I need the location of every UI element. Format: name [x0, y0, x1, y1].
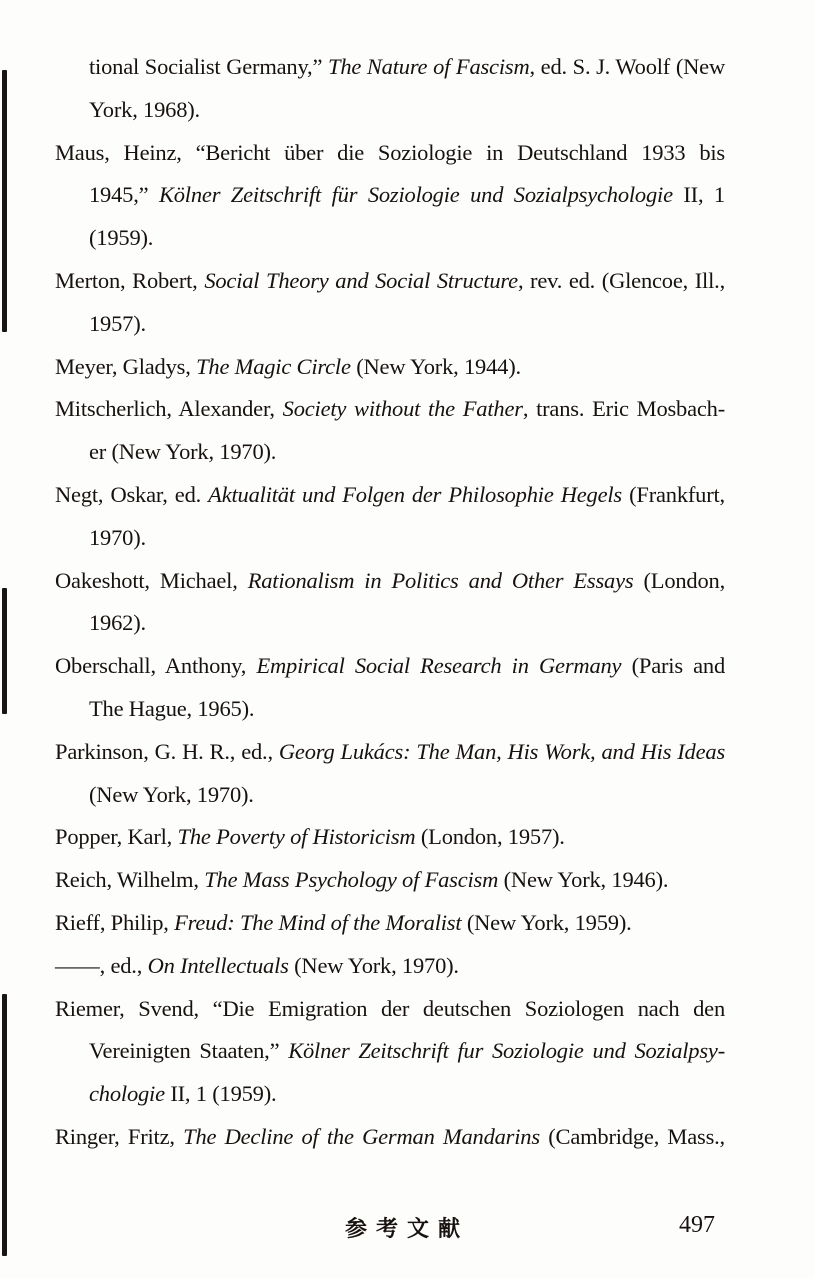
bib-title-italic: chologie	[89, 1081, 165, 1107]
bib-text: 1945,”	[89, 182, 159, 208]
bib-text: Maus, Heinz, “Bericht über die Soziologie in Deutschland 1933 bis	[55, 139, 725, 165]
bib-text: Oberschall, Anthony,	[55, 653, 257, 679]
bib-title-italic: Social Theory and Social Structure	[204, 267, 518, 293]
bib-text: (New York, 1959).	[461, 909, 632, 935]
bib-line	[55, 731, 725, 774]
bib-line	[55, 945, 725, 988]
page-number: 497	[679, 1212, 715, 1238]
bib-text: (Paris and	[621, 653, 726, 679]
bib-text: tional Socialist Germany,”	[89, 54, 328, 79]
bib-text: Popper, Karl,	[55, 824, 178, 850]
bib-text: Reich, Wilhelm,	[55, 867, 205, 893]
bib-line	[55, 474, 725, 517]
bib-line	[55, 260, 725, 303]
bib-line	[89, 688, 725, 731]
bib-text: II, 1	[672, 182, 725, 208]
bib-line	[89, 1030, 725, 1073]
bib-text: (London, 1957).	[415, 824, 565, 850]
bib-text: (London,	[633, 567, 725, 593]
bib-title-italic: The Poverty of Historicism	[177, 824, 416, 850]
bib-line	[55, 132, 725, 175]
bib-text: The Hague, 1965).	[89, 695, 255, 721]
scan-edge-artifact	[2, 588, 7, 714]
bib-text: Riemer, Svend, “Die Emigration der deutschen Soziologen nach den	[55, 995, 725, 1021]
bib-text: (New York, 1946).	[498, 867, 669, 893]
bib-line	[89, 517, 725, 560]
bib-line	[55, 1116, 725, 1159]
bib-line	[89, 89, 725, 132]
bib-text: 1957).	[89, 310, 146, 336]
bib-line	[89, 46, 725, 89]
bib-title-italic: Society without the Father	[282, 396, 523, 422]
bib-text: , rev. ed. (Glencoe, Ill.,	[517, 267, 725, 293]
bib-text: er (New York, 1970).	[89, 439, 277, 465]
bib-line	[55, 560, 725, 603]
bib-line	[55, 346, 725, 389]
bib-text: (Frankfurt,	[622, 481, 725, 507]
bib-line	[55, 816, 725, 859]
bib-line	[89, 602, 725, 645]
bib-text: Mitscherlich, Alexander,	[55, 396, 283, 422]
footer-section-label: 参考文献	[344, 1216, 469, 1241]
bib-line	[55, 859, 725, 902]
bib-text: Parkinson, G. H. R., ed.,	[55, 738, 279, 764]
bib-text: Negt, Oskar, ed.	[55, 481, 209, 507]
bib-title-italic: On Intellectuals	[147, 952, 289, 978]
bib-title-italic: Rationalism in Politics and Other Essays	[247, 567, 634, 593]
bib-line	[89, 217, 725, 260]
bib-text: Vereinigten Staaten,”	[89, 1038, 289, 1064]
bib-text: 1970).	[89, 524, 146, 550]
bib-line	[55, 902, 725, 945]
bib-text: Meyer, Gladys,	[55, 353, 197, 379]
bib-title-italic: Aktualität und Folgen der Philosophie Hegels	[208, 481, 622, 507]
bib-text: Merton, Robert,	[55, 267, 205, 293]
bib-text: 1962).	[89, 610, 146, 636]
bib-text: (New York, 1970).	[89, 781, 254, 807]
bib-text: II, 1 (1959).	[164, 1081, 277, 1107]
bib-line	[89, 303, 725, 346]
bib-title-italic: Georg Lukács: The Man, His Work, and His Ideas	[278, 738, 725, 764]
scan-edge-artifact	[2, 70, 7, 332]
bib-line	[89, 774, 725, 817]
page-footer	[0, 1212, 814, 1256]
bib-text: Rieff, Philip,	[55, 909, 175, 935]
bib-line	[55, 645, 725, 688]
bib-title-italic: Kölner Zeitschrift fur Soziologie und Sozialpsy-	[288, 1038, 725, 1064]
bib-text: York, 1968).	[89, 96, 200, 122]
bib-text: (New York, 1944).	[350, 353, 521, 379]
bib-title-italic: The Magic Circle	[196, 353, 351, 379]
bib-text: (New York, 1970).	[288, 952, 459, 978]
bib-text: ——, ed.,	[55, 952, 148, 978]
bib-text: , ed. S. J. Woolf (New	[529, 54, 725, 79]
bibliography	[55, 46, 725, 1159]
bib-title-italic: The Decline of the German Mandarins	[183, 1123, 540, 1149]
bib-title-italic: The Mass Psychology of Fascism	[204, 867, 499, 893]
bib-text: Ringer, Fritz,	[55, 1123, 184, 1149]
bib-line	[89, 431, 725, 474]
bib-title-italic: Empirical Social Research in Germany	[256, 653, 622, 679]
bib-text: (1959).	[89, 225, 154, 251]
bib-line	[89, 1073, 725, 1116]
bib-line	[55, 988, 725, 1031]
bib-title-italic: The Nature of Fascism	[328, 54, 530, 79]
bib-line	[55, 388, 725, 431]
bib-text: Oakeshott, Michael,	[55, 567, 248, 593]
bib-title-italic: Kölner Zeitschrift für Soziologie und Sozialpsychologie	[158, 182, 673, 208]
bib-line	[89, 174, 725, 217]
bib-text: (Cambridge, Mass.,	[539, 1123, 725, 1149]
bib-text: , trans. Eric Mosbach-	[522, 396, 726, 422]
bib-title-italic: Freud: The Mind of the Moralist	[174, 909, 462, 935]
